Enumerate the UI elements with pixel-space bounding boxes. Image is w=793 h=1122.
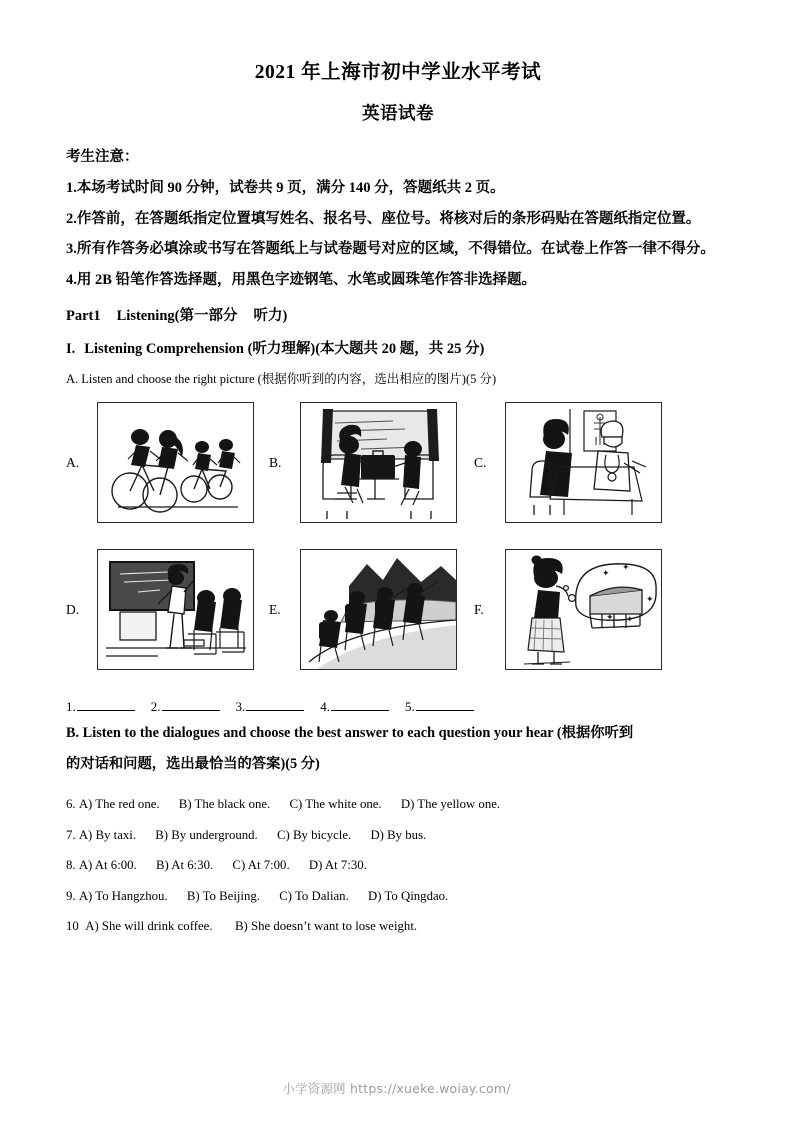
question-list	[66, 789, 730, 942]
candidate-notice	[66, 142, 730, 295]
question-row-7	[66, 820, 730, 851]
notice-heading: 考生注意：	[66, 149, 139, 165]
notice-item-4: 4.用 2B 铅笔作答选择题，用黑色字迹钢笔、水笔或圆珠笔作答非选择题。	[66, 271, 537, 288]
option-8-a[interactable]: A) At 6:00.	[78, 858, 137, 872]
question-number-10: 10	[66, 919, 79, 933]
picture-label-e: E.	[269, 601, 281, 617]
option-6-b[interactable]: B) The black one.	[178, 797, 271, 811]
part-1-label: Part1	[66, 308, 101, 324]
cyclists-group-picture[interactable]	[97, 402, 254, 523]
page-title: 2021 年上海市初中学业水平考试	[254, 62, 542, 83]
answer-blank-1[interactable]	[77, 698, 135, 711]
blank-label-3: 3.	[235, 699, 246, 714]
option-10-a[interactable]: A) She will drink coffee.	[85, 919, 213, 933]
option-9-a[interactable]: A) To Hangzhou.	[78, 888, 168, 903]
option-6-c[interactable]: C) The white one.	[289, 797, 382, 811]
svg-text:✦: ✦	[606, 613, 614, 623]
answer-blanks-row[interactable]	[66, 696, 730, 718]
part-1-heading	[66, 301, 730, 332]
picture-row-2	[66, 549, 730, 670]
answer-blank-5[interactable]	[416, 698, 474, 711]
option-9-c[interactable]: C) To Dalian.	[279, 888, 349, 903]
doctor-patient-picture[interactable]	[505, 402, 662, 523]
option-7-d[interactable]: D) By bus.	[370, 827, 427, 842]
picture-label-c: C.	[474, 454, 487, 470]
notice-item-2: 2.作答前，在答题纸指定位置填写姓名、报名号、座位号。将核对后的条形码贴在答题纸指定位置。	[66, 210, 701, 227]
question-row-6	[66, 789, 730, 820]
blank-label-1: 1.	[66, 699, 76, 714]
answer-blank-4[interactable]	[331, 698, 389, 711]
question-number-8: 8.	[66, 858, 76, 872]
watermark-footer: 小学资源网 https://xueke.woiay.com/	[282, 1081, 511, 1096]
question-number-6: 6.	[66, 797, 76, 811]
picture-row-1	[66, 402, 730, 523]
answer-blank-3[interactable]	[246, 698, 304, 711]
option-8-c[interactable]: C) At 7:00.	[232, 858, 290, 872]
blank-label-5: 5.	[405, 699, 415, 714]
option-9-d[interactable]: D) To Qingdao.	[368, 888, 449, 903]
girl-dreaming-piano-picture[interactable]	[505, 549, 662, 670]
notice-item-1: 1.本场考试时间 90 分钟，试卷共 9 页，满分 140 分，答题纸共 2 页。	[66, 180, 505, 196]
question-number-7: 7.	[66, 827, 76, 842]
picture-grid	[66, 402, 730, 670]
question-row-8	[66, 850, 730, 881]
train-table-passengers-picture[interactable]	[300, 402, 457, 523]
picture-label-d: D.	[66, 601, 80, 617]
blank-label-2: 2.	[150, 699, 161, 714]
option-6-d[interactable]: D) The yellow one.	[400, 797, 501, 811]
answer-blank-2[interactable]	[162, 698, 220, 711]
blank-label-4: 4.	[320, 699, 330, 714]
picture-item-c[interactable]	[474, 402, 662, 523]
option-8-d[interactable]: D) At 7:30.	[308, 858, 367, 872]
picture-label-a: A.	[66, 454, 80, 470]
task-a-instruction: A. Listen and choose the right picture (根据你听到的内容，选出相应的图片)(5 分)	[66, 372, 497, 386]
classroom-teacher-picture[interactable]	[97, 549, 254, 670]
question-row-9	[66, 881, 730, 912]
option-9-b[interactable]: B) To Beijing.	[186, 888, 260, 903]
picture-item-b[interactable]	[269, 402, 457, 523]
hikers-mountain-picture[interactable]	[300, 549, 457, 670]
picture-label-f: F.	[474, 601, 484, 617]
task-b-instruction-line-1: B. Listen to the dialogues and choose the best answer to each question your hear (根据你听到	[66, 725, 634, 741]
picture-item-e[interactable]	[269, 549, 457, 670]
page-subtitle: 英语试卷	[362, 103, 434, 123]
task-b-instruction-line-2: 的对话和问题，选出最恰当的答案)(5 分)	[66, 755, 320, 772]
page-content	[66, 56, 730, 942]
picture-item-f[interactable]	[474, 549, 662, 670]
svg-text:✦: ✦	[602, 569, 610, 579]
svg-text:✦: ✦	[622, 563, 630, 573]
option-10-b[interactable]: B) She doesn’t want to lose weight.	[234, 919, 418, 933]
part-1-title-tail: 听力)	[253, 308, 288, 324]
question-row-10	[66, 911, 730, 942]
option-6-a[interactable]: A) The red one.	[78, 797, 160, 811]
question-number-9: 9.	[66, 888, 76, 903]
picture-label-b: B.	[269, 454, 282, 470]
part-1-title: Listening(第一部分	[116, 308, 238, 324]
picture-item-a[interactable]	[66, 402, 254, 523]
picture-item-d[interactable]	[66, 549, 254, 670]
section-1-heading	[66, 334, 730, 365]
section-1-title: Listening Comprehension (听力理解)(本大题共 20 题，共 25 分)	[84, 341, 485, 357]
option-7-b[interactable]: B) By underground.	[155, 827, 258, 842]
option-7-c[interactable]: C) By bicycle.	[276, 827, 352, 842]
svg-text:✦: ✦	[626, 615, 634, 625]
option-8-b[interactable]: B) At 6:30.	[155, 858, 214, 872]
svg-text:✦: ✦	[646, 595, 654, 605]
option-7-a[interactable]: A) By taxi.	[78, 827, 137, 842]
notice-item-3: 3.所有作答务必填涂或书写在答题纸上与试卷题号对应的区域，不得错位。在试卷上作答一律不得分。	[66, 241, 715, 257]
section-1-number: I.	[66, 341, 76, 357]
